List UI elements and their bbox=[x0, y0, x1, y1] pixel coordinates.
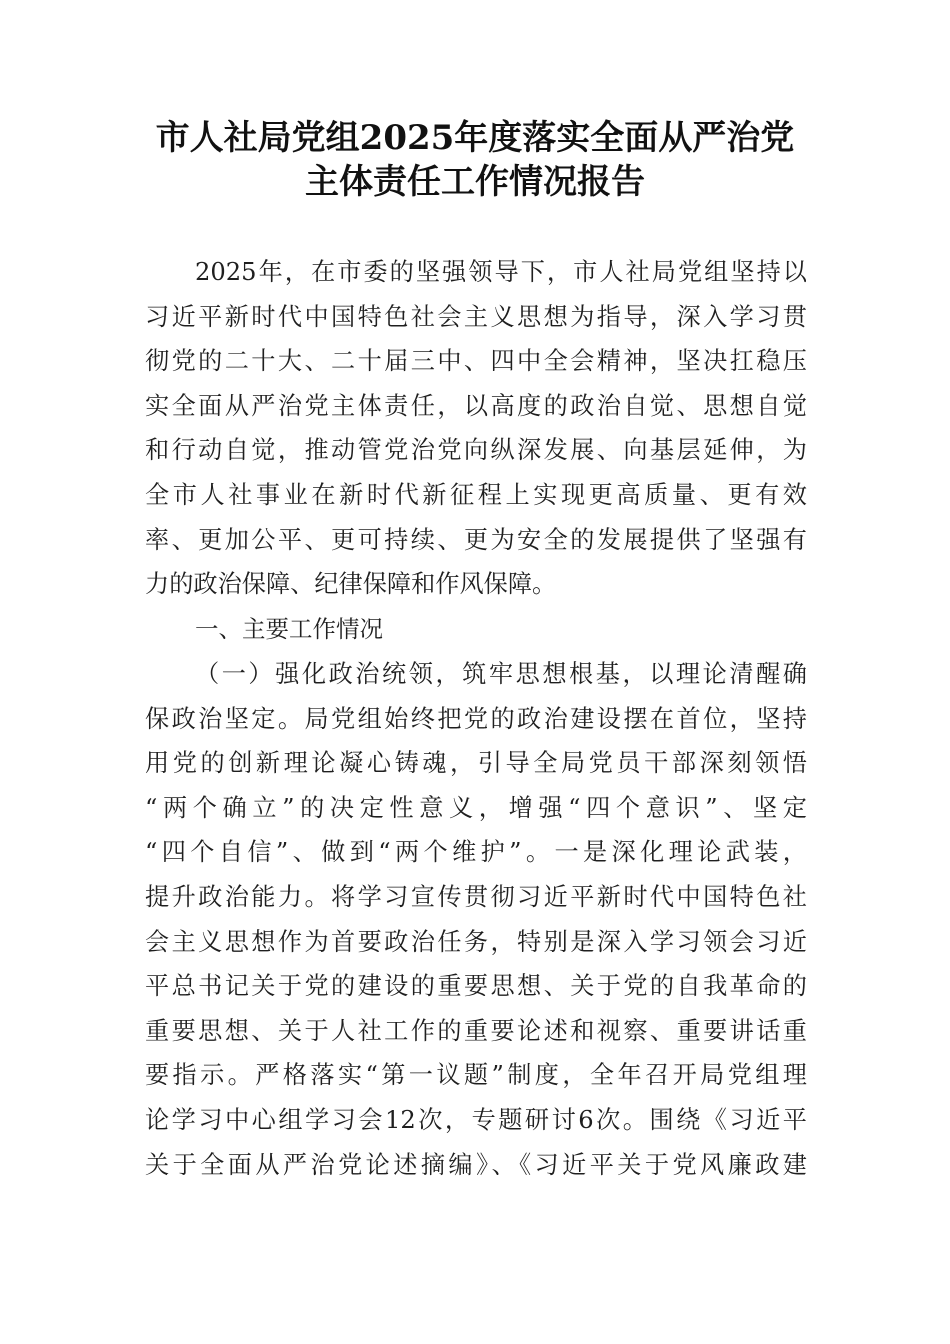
paragraph-line: 会主义思想作为首要政治任务，特别是深入学习领会习近 bbox=[145, 927, 807, 956]
paragraph-line: 全市人社事业在新时代新征程上实现更高质量、更有效 bbox=[145, 480, 807, 509]
paragraph-line: 习近平新时代中国特色社会主义思想为指导，深入学习贯 bbox=[145, 302, 807, 331]
paragraph-line: 要指示。严格落实“第一议题”制度，全年召开局党组理 bbox=[145, 1061, 807, 1090]
paragraph-line: 2025年，在市委的坚强领导下，市人社局党组坚持以 bbox=[195, 258, 807, 286]
paragraph-subsection-1 bbox=[145, 652, 807, 1187]
paragraph-line: 提升政治能力。将学习宣传贯彻习近平新时代中国特色社 bbox=[145, 882, 807, 911]
section-heading-container bbox=[145, 607, 807, 652]
paragraph-line: “两个确立”的决定性意义，增强“四个意识”、坚定 bbox=[145, 793, 807, 822]
document-title-line-2: 主体责任工作情况报告 bbox=[305, 162, 645, 202]
paragraph-line: 保政治坚定。局党组始终把党的政治建设摆在首位，坚持 bbox=[145, 704, 807, 733]
paragraph-line: 用党的创新理论凝心铸魂，引导全局党员干部深刻领悟 bbox=[145, 749, 807, 778]
paragraph-line: 关于全面从严治党论述摘编》、《习近平关于党风廉政建 bbox=[145, 1150, 807, 1179]
paragraph-line: 和行动自觉，推动管党治党向纵深发展、向基层延伸，为 bbox=[145, 436, 807, 465]
paragraph-line: 力的政治保障、纪律保障和作风保障。 bbox=[145, 570, 557, 599]
paragraph-line: 平总书记关于党的建设的重要思想、关于党的自我革命的 bbox=[145, 972, 807, 1001]
paragraph-intro bbox=[145, 250, 807, 607]
subsection-heading-line: （一）强化政治统领，筑牢思想根基，以理论清醒确 bbox=[195, 660, 807, 688]
paragraph-line: “四个自信”、做到“两个维护”。一是深化理论武装， bbox=[145, 838, 807, 867]
paragraph-line: 实全面从严治党主体责任，以高度的政治自觉、思想自觉 bbox=[145, 391, 807, 420]
paragraph-line: 论学习中心组学习会12次，专题研讨6次。围绕《习近平 bbox=[145, 1105, 807, 1134]
paragraph-line: 率、更加公平、更可持续、更为安全的发展提供了坚强有 bbox=[145, 525, 807, 554]
section-heading: 一、主要工作情况 bbox=[195, 615, 383, 643]
document-title-line-1: 市人社局党组2025年度落实全面从严治党 bbox=[155, 118, 795, 158]
paragraph-line: 彻党的二十大、二十届三中、四中全会精神，坚决扛稳压 bbox=[145, 347, 807, 376]
paragraph-line: 重要思想、关于人社工作的重要论述和视察、重要讲话重 bbox=[145, 1016, 807, 1045]
